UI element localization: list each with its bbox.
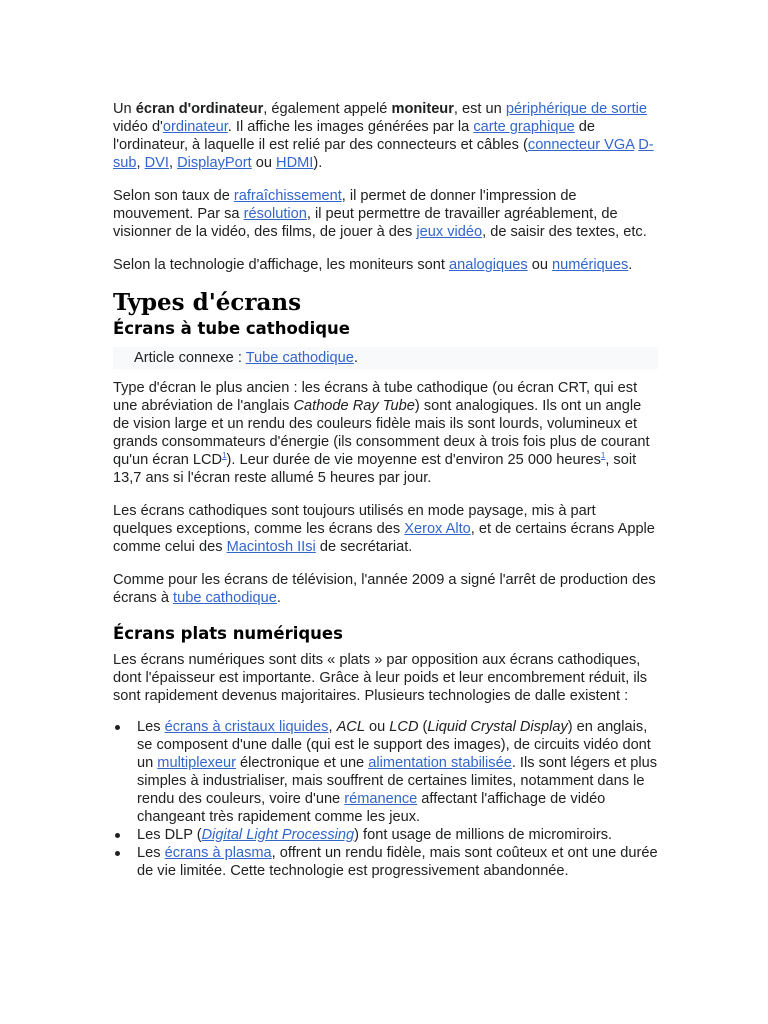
link-tube-cathodique[interactable]: tube cathodique bbox=[173, 590, 277, 606]
text: Les DLP ( bbox=[137, 827, 202, 843]
text: . Ils sont légers et plus simples à industrialiser, mais souffrent de certaines limites, notamment dans le rendu des couleurs, voire d'une bbox=[137, 755, 658, 807]
link-ecrans-cristaux-liquides[interactable]: écrans à cristaux liquides bbox=[164, 719, 329, 735]
text: ) font usage de millions de micromiroirs. bbox=[354, 827, 613, 843]
text: Les écrans cathodiques sont toujours utilisés en mode paysage, mis à part quelques exceptions, comme les écrans des bbox=[113, 503, 596, 537]
text: , également appelé bbox=[263, 101, 392, 117]
link-rafraichissement[interactable]: rafraîchissement bbox=[233, 188, 342, 204]
italic-term: Liquid Crystal Display bbox=[427, 719, 568, 735]
text: Selon son taux de bbox=[113, 188, 234, 204]
intro-paragraph-1 bbox=[113, 100, 658, 172]
flat-paragraph-1: Les écrans numériques sont dits « plats » par opposition aux écrans cathodiques, dont l'épaisseur est importante. Grâce à leur poids et leur encombrement réduit, ils sont rapidement devenus majoritaires. Plusieurs technologies de dalle existent : bbox=[113, 652, 648, 704]
text: . Il affiche les images générées par la bbox=[227, 119, 474, 135]
crt-paragraph-2 bbox=[113, 502, 658, 556]
subsection-heading-crt: Écrans à tube cathodique bbox=[113, 319, 350, 338]
link-tube-cathodique-hatnote[interactable]: Tube cathodique bbox=[245, 350, 354, 366]
text: ou bbox=[364, 719, 390, 735]
screen-technologies-list bbox=[113, 718, 658, 880]
text: Les bbox=[137, 719, 165, 735]
link-displayport[interactable]: DisplayPort bbox=[177, 155, 252, 171]
text: , bbox=[136, 155, 145, 171]
text: , il peut permettre de travailler agréablement, de visionner de la vidéo, des films, de jouer à des bbox=[113, 206, 618, 240]
link-peripherique-de-sortie[interactable]: périphérique de sortie bbox=[505, 101, 647, 117]
text: de l'ordinateur, à laquelle il est relié par des connecteurs et câbles ( bbox=[113, 119, 596, 153]
text: , est un bbox=[453, 101, 506, 117]
bold-term: moniteur bbox=[391, 101, 454, 117]
link-xerox-alto[interactable]: Xerox Alto bbox=[404, 521, 471, 537]
link-connecteur-vga[interactable]: connecteur VGA bbox=[527, 137, 635, 153]
text: Selon la technologie d'affichage, les moniteurs sont bbox=[113, 257, 449, 273]
text: ). bbox=[313, 155, 323, 171]
link-ecrans-plasma[interactable]: écrans à plasma bbox=[164, 845, 272, 861]
text: , bbox=[328, 719, 337, 735]
crt-paragraph-1 bbox=[113, 379, 658, 487]
italic-term: LCD bbox=[389, 719, 419, 735]
footnote-link[interactable]: 1 bbox=[600, 451, 606, 461]
italic-term: Cathode Ray Tube bbox=[293, 398, 415, 414]
text: ). Leur durée de vie moyenne est d'environ 25 000 heures bbox=[226, 452, 601, 468]
text: Comme pour les écrans de télévision, l'année 2009 a signé l'arrêt de production des écrans à bbox=[113, 572, 656, 606]
list-item-lcd bbox=[137, 718, 658, 826]
hatnote-related-article bbox=[113, 347, 658, 369]
link-carte-graphique[interactable]: carte graphique bbox=[473, 119, 575, 135]
hatnote-label: Article connexe : bbox=[134, 350, 246, 366]
section-heading-types: Types d'écrans bbox=[113, 289, 302, 316]
intro-paragraph-3 bbox=[113, 256, 658, 274]
text: ou bbox=[527, 257, 553, 273]
text: , et de certains écrans Apple comme celui des bbox=[113, 521, 655, 555]
link-alimentation-stabilisee[interactable]: alimentation stabilisée bbox=[368, 755, 512, 771]
crt-paragraph-3 bbox=[113, 571, 658, 607]
link-multiplexeur[interactable]: multiplexeur bbox=[157, 755, 236, 771]
text: électronique et une bbox=[235, 755, 369, 771]
text: , de saisir des textes, etc. bbox=[482, 224, 647, 240]
text: affectant l'affichage de vidéo changeant très rapidement comme les jeux. bbox=[137, 791, 606, 825]
text: , bbox=[168, 155, 178, 171]
link-digital-light-processing[interactable]: Digital Light Processing bbox=[201, 827, 355, 843]
link-numeriques[interactable]: numériques bbox=[552, 257, 629, 273]
bold-term: écran d'ordinateur bbox=[135, 101, 264, 117]
link-hdmi[interactable]: HDMI bbox=[276, 155, 314, 171]
text: . bbox=[353, 350, 358, 366]
text: , soit 13,7 ans si l'écran reste allumé 5 heures par jour. bbox=[113, 452, 637, 486]
text: , offrent un rendu fidèle, mais sont coûteux et ont une durée de vie limitée. Cette technologie est progressivement abandonnée. bbox=[137, 845, 658, 879]
footnote-link[interactable]: 1 bbox=[222, 451, 227, 461]
link-dvi[interactable]: DVI bbox=[144, 155, 169, 171]
link-ordinateur[interactable]: ordinateur bbox=[162, 119, 228, 135]
link-analogiques[interactable]: analogiques bbox=[448, 257, 528, 273]
list-item-plasma bbox=[137, 844, 658, 880]
text: ) sont analogiques. Ils ont un angle de vision large et un rendu des couleurs fidèle mais ils sont lourds, volumineux et grands consommateurs d'énergie (ils consomment deux à trois fois plus de courant qu'un écran LCD bbox=[113, 398, 650, 468]
text: ( bbox=[418, 719, 428, 735]
link-macintosh-iisi[interactable]: Macintosh IIsi bbox=[226, 539, 316, 555]
text: Les bbox=[137, 845, 165, 861]
text: . bbox=[628, 257, 633, 273]
link-jeux-video[interactable]: jeux vidéo bbox=[416, 224, 483, 240]
text: . bbox=[276, 590, 281, 606]
text: , il permet de donner l'impression de mouvement. Par sa bbox=[113, 188, 577, 222]
link-remanence[interactable]: rémanence bbox=[344, 791, 418, 807]
text: Un bbox=[113, 101, 136, 117]
text: ou bbox=[251, 155, 277, 171]
text: vidéo d' bbox=[113, 119, 163, 135]
text: de secrétariat. bbox=[315, 539, 413, 555]
link-resolution[interactable]: résolution bbox=[243, 206, 307, 222]
subsection-heading-flat: Écrans plats numériques bbox=[113, 624, 343, 643]
intro-paragraph-2 bbox=[113, 187, 658, 241]
text: ) en anglais, se composent d'une dalle (qui est le support des images), de circuits vidéo dont un bbox=[137, 719, 651, 771]
link-d-sub[interactable]: D-sub bbox=[113, 137, 654, 171]
italic-term: ACL bbox=[336, 719, 365, 735]
text: Type d'écran le plus ancien : les écrans à tube cathodique (ou écran CRT, qui est une abréviation de l'anglais bbox=[113, 380, 638, 414]
article-content bbox=[113, 100, 658, 880]
list-item-dlp bbox=[137, 826, 658, 844]
